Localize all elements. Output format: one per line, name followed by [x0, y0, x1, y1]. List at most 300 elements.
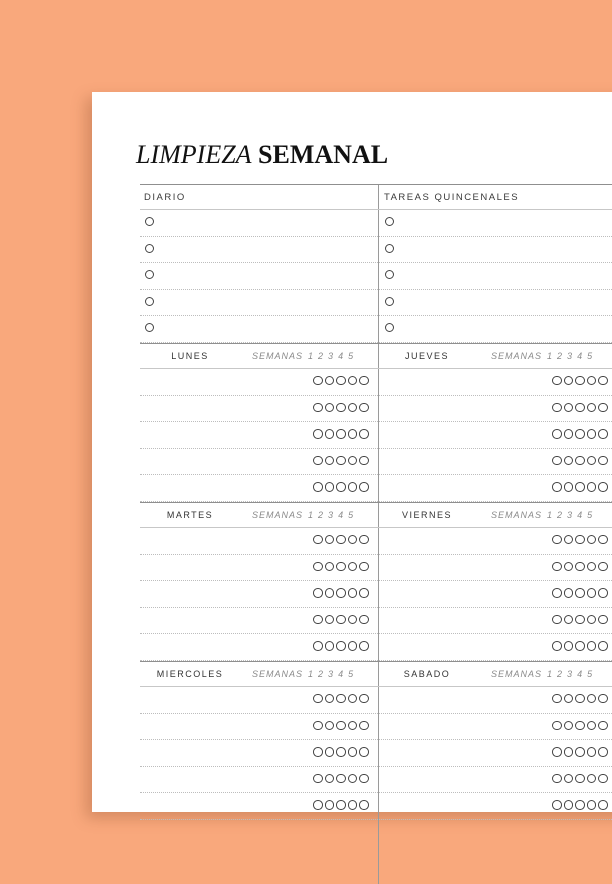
checkbox-circle-icon[interactable] [552, 694, 562, 704]
day-label-viernes: VIERNES [401, 509, 452, 520]
week-checkboxes [552, 562, 608, 572]
task-row [140, 237, 612, 264]
checkbox-circle-icon[interactable] [359, 376, 369, 386]
checkbox-circle-icon[interactable] [587, 535, 597, 545]
checkbox-circle-icon[interactable] [564, 482, 574, 492]
cleaning-grid [140, 184, 612, 820]
task-line-viernes[interactable] [379, 528, 612, 554]
week-checkboxes [552, 800, 608, 810]
week-checkboxes [313, 615, 369, 625]
checkbox-circle-icon[interactable] [598, 774, 608, 784]
week-checkboxes [313, 535, 369, 545]
checkbox-circle-icon[interactable] [325, 562, 335, 572]
checkbox-circle-icon[interactable] [575, 774, 585, 784]
checkbox-circle-icon[interactable] [587, 562, 597, 572]
task-line-miercoles[interactable] [140, 687, 379, 713]
checkbox-circle-icon[interactable] [564, 615, 574, 625]
week-number: 2 [557, 509, 563, 520]
day-label-sabado: SABADO [403, 668, 451, 679]
checkbox-circle-icon[interactable] [552, 482, 562, 492]
checkbox-circle-icon[interactable] [313, 588, 323, 598]
week-number: 5 [587, 350, 593, 361]
week-number: 2 [557, 350, 563, 361]
checkbox-circle-icon[interactable] [336, 456, 346, 466]
checkbox-circle-icon[interactable] [564, 694, 574, 704]
biweekly-task[interactable] [379, 316, 612, 342]
checkbox-circle-icon[interactable] [575, 615, 585, 625]
checkbox-circle-icon[interactable] [336, 800, 346, 810]
checkbox-circle-icon[interactable] [348, 615, 358, 625]
week-checkboxes [552, 482, 608, 492]
bullet-circle-icon[interactable] [145, 270, 154, 279]
weeks-text: SEMANAS [491, 668, 543, 679]
checkbox-circle-icon[interactable] [587, 376, 597, 386]
day-header-sabado [379, 662, 612, 686]
checkbox-circle-icon[interactable] [325, 774, 335, 784]
biweekly-task[interactable] [379, 263, 612, 289]
checkbox-circle-icon[interactable] [313, 694, 323, 704]
checkbox-circle-icon[interactable] [587, 800, 597, 810]
week-number: 1 [547, 350, 553, 361]
week-number: 5 [348, 668, 354, 679]
day-task-row [140, 634, 612, 661]
checkbox-circle-icon[interactable] [336, 376, 346, 386]
checkbox-circle-icon[interactable] [552, 376, 562, 386]
task-line-jueves[interactable] [379, 475, 612, 501]
task-line-lunes[interactable] [140, 422, 379, 448]
checkbox-circle-icon[interactable] [336, 694, 346, 704]
day-task-row [140, 449, 612, 476]
week-checkboxes [552, 721, 608, 731]
week-number: 4 [338, 668, 344, 679]
checkbox-circle-icon[interactable] [552, 535, 562, 545]
task-line-martes[interactable] [140, 528, 379, 554]
checkbox-circle-icon[interactable] [348, 535, 358, 545]
task-line-jueves[interactable] [379, 422, 612, 448]
checkbox-circle-icon[interactable] [336, 774, 346, 784]
checkbox-circle-icon[interactable] [359, 694, 369, 704]
weeks-text: SEMANAS [252, 509, 304, 520]
week-checkboxes [552, 535, 608, 545]
checkbox-circle-icon[interactable] [552, 800, 562, 810]
checkbox-circle-icon[interactable] [564, 456, 574, 466]
week-checkboxes [313, 641, 369, 651]
weeks-text: SEMANAS [491, 509, 543, 520]
task-line-martes[interactable] [140, 555, 379, 581]
checkbox-circle-icon[interactable] [564, 747, 574, 757]
checkbox-circle-icon[interactable] [325, 429, 335, 439]
checkbox-circle-icon[interactable] [587, 747, 597, 757]
checkbox-circle-icon[interactable] [359, 641, 369, 651]
checkbox-circle-icon[interactable] [313, 429, 323, 439]
checkbox-circle-icon[interactable] [348, 456, 358, 466]
daily-header-label: DIARIO [144, 192, 186, 203]
day-label-martes: MARTES [166, 509, 214, 520]
bullet-circle-icon[interactable] [145, 244, 154, 253]
checkbox-circle-icon[interactable] [552, 429, 562, 439]
checkbox-circle-icon[interactable] [598, 403, 608, 413]
week-number: 3 [567, 509, 573, 520]
checkbox-circle-icon[interactable] [587, 774, 597, 784]
checkbox-circle-icon[interactable] [575, 721, 585, 731]
checkbox-circle-icon[interactable] [336, 562, 346, 572]
biweekly-task[interactable] [379, 210, 612, 236]
checkbox-circle-icon[interactable] [598, 429, 608, 439]
task-line-lunes[interactable] [140, 449, 379, 475]
week-number: 4 [338, 350, 344, 361]
day-task-row [140, 581, 612, 608]
checkbox-circle-icon[interactable] [313, 774, 323, 784]
day-label-jueves: JUEVES [404, 350, 449, 361]
checkbox-circle-icon[interactable] [552, 403, 562, 413]
checkbox-circle-icon[interactable] [325, 376, 335, 386]
task-line-jueves[interactable] [379, 449, 612, 475]
task-line-jueves[interactable] [379, 396, 612, 422]
week-number: 5 [348, 350, 354, 361]
checkbox-circle-icon[interactable] [313, 482, 323, 492]
checkbox-circle-icon[interactable] [564, 562, 574, 572]
task-line-martes[interactable] [140, 608, 379, 634]
checkbox-circle-icon[interactable] [575, 376, 585, 386]
week-number: 5 [348, 509, 354, 520]
day-section-header [140, 502, 612, 528]
checkbox-circle-icon[interactable] [575, 482, 585, 492]
checkbox-circle-icon[interactable] [336, 615, 346, 625]
task-row [140, 290, 612, 317]
checkbox-circle-icon[interactable] [359, 721, 369, 731]
day-task-row [140, 422, 612, 449]
checkbox-circle-icon[interactable] [325, 535, 335, 545]
bullet-circle-icon[interactable] [385, 217, 394, 226]
week-number: 1 [547, 668, 553, 679]
checkbox-circle-icon[interactable] [348, 376, 358, 386]
day-header-viernes [379, 503, 612, 527]
checkbox-circle-icon[interactable] [359, 562, 369, 572]
checkbox-circle-icon[interactable] [313, 721, 323, 731]
checkbox-circle-icon[interactable] [587, 588, 597, 598]
checkbox-circle-icon[interactable] [587, 694, 597, 704]
task-line-lunes[interactable] [140, 396, 379, 422]
week-checkboxes [552, 456, 608, 466]
checkbox-circle-icon[interactable] [598, 615, 608, 625]
checkbox-circle-icon[interactable] [564, 641, 574, 651]
checkbox-circle-icon[interactable] [336, 403, 346, 413]
task-row [140, 316, 612, 343]
week-checkboxes [313, 376, 369, 386]
week-checkboxes [552, 774, 608, 784]
checkbox-circle-icon[interactable] [564, 774, 574, 784]
checkbox-circle-icon[interactable] [598, 376, 608, 386]
day-task-row [140, 740, 612, 767]
checkbox-circle-icon[interactable] [348, 588, 358, 598]
checkbox-circle-icon[interactable] [598, 562, 608, 572]
week-checkboxes [552, 747, 608, 757]
checkbox-circle-icon[interactable] [587, 429, 597, 439]
day-section-header [140, 343, 612, 369]
checkbox-circle-icon[interactable] [325, 747, 335, 757]
week-number: 3 [567, 350, 573, 361]
biweekly-task[interactable] [379, 290, 612, 316]
checkbox-circle-icon[interactable] [313, 535, 323, 545]
task-line-sabado[interactable] [379, 793, 612, 819]
checkbox-circle-icon[interactable] [325, 482, 335, 492]
task-line-viernes[interactable] [379, 608, 612, 634]
checkbox-circle-icon[interactable] [575, 588, 585, 598]
task-line-sabado[interactable] [379, 687, 612, 713]
task-line-miercoles[interactable] [140, 714, 379, 740]
checkbox-circle-icon[interactable] [348, 641, 358, 651]
checkbox-circle-icon[interactable] [336, 429, 346, 439]
daily-column-header [140, 185, 379, 209]
weeks-label [252, 351, 353, 361]
checkbox-circle-icon[interactable] [552, 641, 562, 651]
week-number: 1 [308, 350, 314, 361]
daily-task[interactable] [140, 290, 379, 316]
week-number: 4 [338, 509, 344, 520]
week-number: 3 [328, 668, 334, 679]
week-number: 1 [308, 668, 314, 679]
checkbox-circle-icon[interactable] [598, 694, 608, 704]
checkbox-circle-icon[interactable] [359, 747, 369, 757]
week-checkboxes [313, 429, 369, 439]
day-label-lunes: LUNES [171, 350, 209, 361]
checkbox-circle-icon[interactable] [313, 562, 323, 572]
week-number: 4 [577, 350, 583, 361]
day-section-header [140, 661, 612, 687]
checkbox-circle-icon[interactable] [587, 615, 597, 625]
checkbox-circle-icon[interactable] [313, 800, 323, 810]
checkbox-circle-icon[interactable] [359, 774, 369, 784]
checkbox-circle-icon[interactable] [587, 403, 597, 413]
week-checkboxes [313, 800, 369, 810]
checkbox-circle-icon[interactable] [325, 694, 335, 704]
daily-task[interactable] [140, 263, 379, 289]
checkbox-circle-icon[interactable] [348, 721, 358, 731]
checkbox-circle-icon[interactable] [313, 615, 323, 625]
checkbox-circle-icon[interactable] [552, 562, 562, 572]
checkbox-circle-icon[interactable] [325, 615, 335, 625]
week-number: 2 [557, 668, 563, 679]
weeks-text: SEMANAS [491, 350, 543, 361]
checkbox-circle-icon[interactable] [564, 403, 574, 413]
task-line-sabado[interactable] [379, 714, 612, 740]
checkbox-circle-icon[interactable] [575, 800, 585, 810]
checkbox-circle-icon[interactable] [359, 482, 369, 492]
header-row [140, 184, 612, 210]
task-line-jueves[interactable] [379, 369, 612, 395]
day-task-row [140, 528, 612, 555]
checkbox-circle-icon[interactable] [336, 482, 346, 492]
page-title [136, 140, 388, 170]
checkbox-circle-icon[interactable] [564, 429, 574, 439]
checkbox-circle-icon[interactable] [348, 482, 358, 492]
checkbox-circle-icon[interactable] [598, 482, 608, 492]
bullet-circle-icon[interactable] [145, 323, 154, 332]
bullet-circle-icon[interactable] [385, 270, 394, 279]
checkbox-circle-icon[interactable] [325, 721, 335, 731]
day-task-row [140, 608, 612, 635]
week-number: 1 [308, 509, 314, 520]
week-number: 4 [577, 509, 583, 520]
week-checkboxes [552, 615, 608, 625]
task-line-viernes[interactable] [379, 634, 612, 660]
checkbox-circle-icon[interactable] [564, 588, 574, 598]
week-checkboxes [552, 694, 608, 704]
checkbox-circle-icon[interactable] [564, 800, 574, 810]
week-checkboxes [552, 429, 608, 439]
checkbox-circle-icon[interactable] [325, 641, 335, 651]
checkbox-circle-icon[interactable] [313, 641, 323, 651]
checkbox-circle-icon[interactable] [575, 456, 585, 466]
checkbox-circle-icon[interactable] [575, 429, 585, 439]
bullet-circle-icon[interactable] [385, 297, 394, 306]
biweekly-task[interactable] [379, 237, 612, 263]
task-line-viernes[interactable] [379, 581, 612, 607]
checkbox-circle-icon[interactable] [587, 721, 597, 731]
week-checkboxes [313, 721, 369, 731]
checkbox-circle-icon[interactable] [598, 747, 608, 757]
title-italic: LIMPIEZA [136, 140, 252, 169]
task-line-viernes[interactable] [379, 555, 612, 581]
checkbox-circle-icon[interactable] [564, 376, 574, 386]
checkbox-circle-icon[interactable] [575, 403, 585, 413]
bullet-circle-icon[interactable] [145, 297, 154, 306]
checkbox-circle-icon[interactable] [598, 641, 608, 651]
day-task-row [140, 555, 612, 582]
task-line-miercoles[interactable] [140, 767, 379, 793]
checkbox-circle-icon[interactable] [325, 800, 335, 810]
checkbox-circle-icon[interactable] [552, 615, 562, 625]
checkbox-circle-icon[interactable] [598, 535, 608, 545]
week-number: 3 [328, 350, 334, 361]
checkbox-circle-icon[interactable] [359, 429, 369, 439]
week-number: 2 [318, 668, 324, 679]
week-number: 2 [318, 350, 324, 361]
checkbox-circle-icon[interactable] [336, 721, 346, 731]
checkbox-circle-icon[interactable] [336, 588, 346, 598]
checkbox-circle-icon[interactable] [359, 615, 369, 625]
checkbox-circle-icon[interactable] [359, 535, 369, 545]
checkbox-circle-icon[interactable] [313, 403, 323, 413]
week-checkboxes [313, 456, 369, 466]
checkbox-circle-icon[interactable] [552, 747, 562, 757]
day-header-lunes [140, 344, 379, 368]
task-line-sabado[interactable] [379, 740, 612, 766]
week-number: 5 [587, 509, 593, 520]
checkbox-circle-icon[interactable] [598, 800, 608, 810]
bullet-circle-icon[interactable] [385, 244, 394, 253]
day-header-miercoles [140, 662, 379, 686]
checkbox-circle-icon[interactable] [348, 403, 358, 413]
weeks-label [491, 669, 592, 679]
checkbox-circle-icon[interactable] [575, 535, 585, 545]
week-number: 1 [547, 509, 553, 520]
checkbox-circle-icon[interactable] [575, 641, 585, 651]
biweekly-column-header [379, 185, 612, 209]
task-line-lunes[interactable] [140, 475, 379, 501]
checkbox-circle-icon[interactable] [359, 588, 369, 598]
checkbox-circle-icon[interactable] [575, 562, 585, 572]
day-task-row [140, 396, 612, 423]
checkbox-circle-icon[interactable] [552, 721, 562, 731]
checkbox-circle-icon[interactable] [325, 456, 335, 466]
checkbox-circle-icon[interactable] [348, 694, 358, 704]
task-line-martes[interactable] [140, 581, 379, 607]
checkbox-circle-icon[interactable] [325, 403, 335, 413]
biweekly-header-label: TAREAS QUINCENALES [384, 192, 520, 203]
checkbox-circle-icon[interactable] [348, 800, 358, 810]
task-line-lunes[interactable] [140, 369, 379, 395]
checkbox-circle-icon[interactable] [587, 482, 597, 492]
checkbox-circle-icon[interactable] [313, 456, 323, 466]
checkbox-circle-icon[interactable] [348, 747, 358, 757]
week-checkboxes [552, 588, 608, 598]
task-line-miercoles[interactable] [140, 740, 379, 766]
day-task-row [140, 793, 612, 820]
checkbox-circle-icon[interactable] [575, 747, 585, 757]
checkbox-circle-icon[interactable] [598, 588, 608, 598]
week-number: 2 [318, 509, 324, 520]
weeks-label [491, 351, 592, 361]
checkbox-circle-icon[interactable] [564, 535, 574, 545]
week-checkboxes [313, 562, 369, 572]
week-checkboxes [313, 588, 369, 598]
checkbox-circle-icon[interactable] [348, 429, 358, 439]
checkbox-circle-icon[interactable] [336, 747, 346, 757]
checkbox-circle-icon[interactable] [313, 376, 323, 386]
weeks-label [252, 510, 353, 520]
checkbox-circle-icon[interactable] [564, 721, 574, 731]
checkbox-circle-icon[interactable] [348, 562, 358, 572]
day-label-miercoles: MIERCOLES [156, 668, 224, 679]
weeks-label [252, 669, 353, 679]
checkbox-circle-icon[interactable] [552, 774, 562, 784]
bullet-circle-icon[interactable] [145, 217, 154, 226]
week-checkboxes [552, 403, 608, 413]
checkbox-circle-icon[interactable] [598, 456, 608, 466]
task-line-miercoles[interactable] [140, 793, 379, 819]
checkbox-circle-icon[interactable] [336, 641, 346, 651]
weeks-text: SEMANAS [252, 350, 304, 361]
checkbox-circle-icon[interactable] [552, 588, 562, 598]
checkbox-circle-icon[interactable] [598, 721, 608, 731]
task-line-martes[interactable] [140, 634, 379, 660]
week-checkboxes [313, 747, 369, 757]
weeks-label [491, 510, 592, 520]
daily-task[interactable] [140, 210, 379, 236]
checkbox-circle-icon[interactable] [336, 535, 346, 545]
daily-task[interactable] [140, 237, 379, 263]
checkbox-circle-icon[interactable] [552, 456, 562, 466]
checkbox-circle-icon[interactable] [587, 641, 597, 651]
checkbox-circle-icon[interactable] [359, 403, 369, 413]
day-task-row [140, 687, 612, 714]
task-line-sabado[interactable] [379, 767, 612, 793]
checkbox-circle-icon[interactable] [313, 747, 323, 757]
week-checkboxes [552, 641, 608, 651]
daily-task[interactable] [140, 316, 379, 342]
checkbox-circle-icon[interactable] [348, 774, 358, 784]
week-checkboxes [313, 482, 369, 492]
day-task-row [140, 714, 612, 741]
checkbox-circle-icon[interactable] [587, 456, 597, 466]
checkbox-circle-icon[interactable] [575, 694, 585, 704]
checkbox-circle-icon[interactable] [359, 456, 369, 466]
bullet-circle-icon[interactable] [385, 323, 394, 332]
checkbox-circle-icon[interactable] [325, 588, 335, 598]
day-task-row [140, 369, 612, 396]
checkbox-circle-icon[interactable] [359, 800, 369, 810]
